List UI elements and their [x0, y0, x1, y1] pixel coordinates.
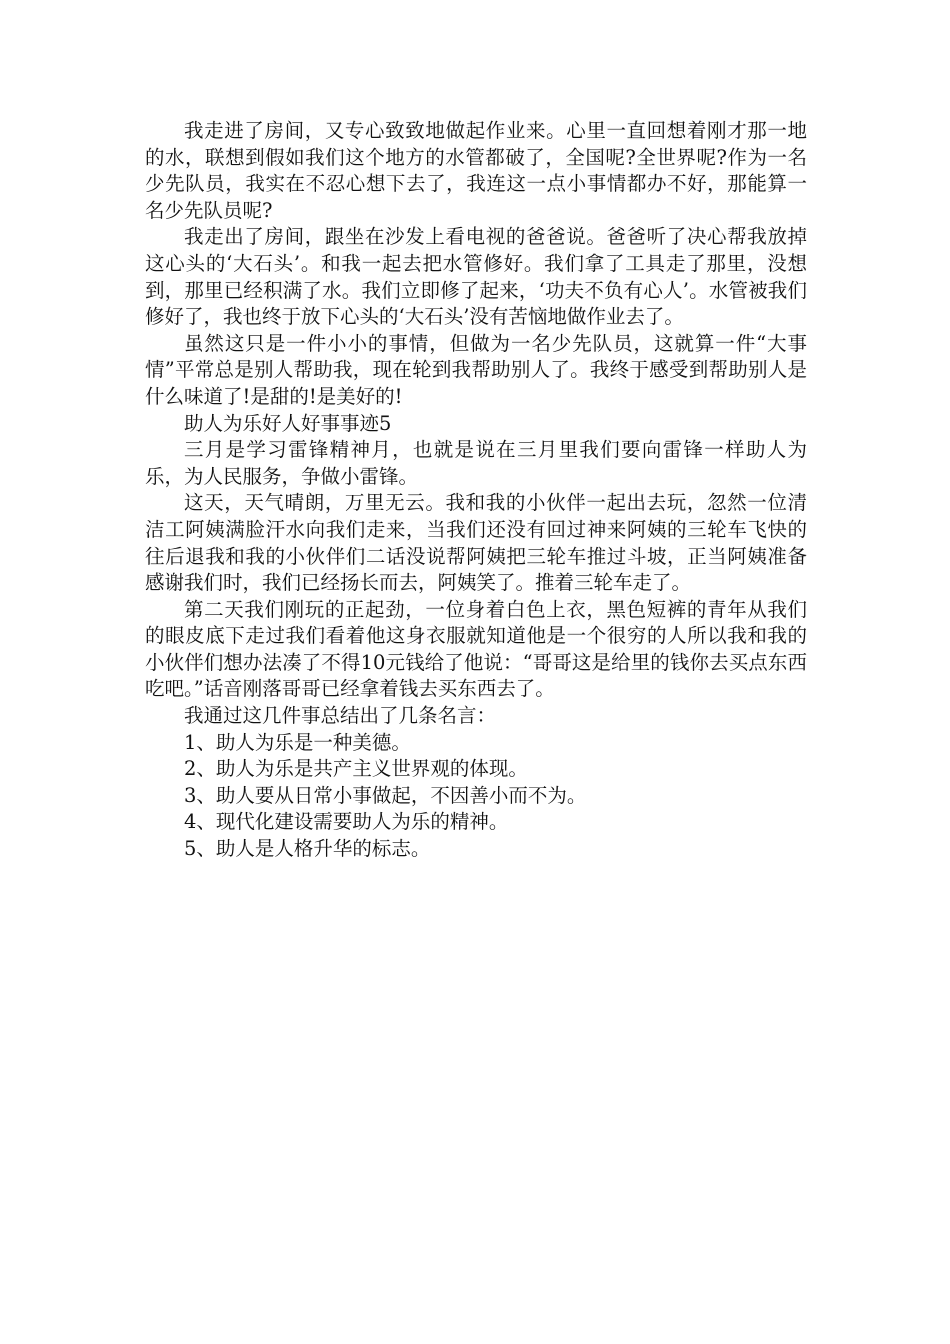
paragraph-room: 我走进了房间，又专心致致地做起作业来。心里一直回想着刚才那一地的水，联想到假如我们这个地方的水管都破了，全国呢?全世界呢?作为一名少先队员，我实在不忍心想下去了，我连这一点小事情都办不好，那能算一名少先队员呢? — [145, 119, 807, 222]
paragraph-cleaner: 这天，天气晴朗，万里无云。我和我的小伙伴一起出去玩，忽然一位清洁工阿姨满脸汗水向我们走来，当我们还没有回过神来阿姨的三轮车飞快的往后退我和我的小伙伴们二话没说帮阿姨把三轮车推过斗坡，正当阿姨准备感谢我们时，我们已经扬长而去，阿姨笑了。推着三轮车走了。 — [145, 491, 807, 595]
list-item: 2、助人为乐是共产主义世界观的体现。 — [184, 757, 528, 781]
paragraph-father: 我走出了房间，跟坐在沙发上看电视的爸爸说。爸爸听了决心帮我放掉这心头的‘大石头’。和我一起去把水管修好。我们拿了工具走了那里，没想到，那里已经积满了水。我们立即修了起来，‘功夫不负有心人’。水管被我们修好了，我也终于放下心头的‘大石头’没有苦恼地做作业去了。 — [145, 225, 807, 329]
section-heading: 助人为乐好人好事事迹5 — [184, 411, 392, 435]
list-item: 5、助人是人格升华的标志。 — [184, 837, 431, 861]
paragraph-second-day: 第二天我们刚玩的正起劲，一位身着白色上衣，黑色短裤的青年从我们的眼皮底下走过我们看着他这身衣服就知道他是一个很穷的人所以我和我的小伙伴们想办法凑了不得10元钱给了他说：“哥哥这是给里的钱你去买点东西吃吧。”话音刚落哥哥已经拿着钱去买东西去了。 — [145, 597, 807, 701]
document-body — [145, 118, 807, 863]
paragraph-summary-intro: 我通过这几件事总结出了几条名言： — [184, 704, 497, 728]
list-item: 4、现代化建设需要助人为乐的精神。 — [184, 810, 509, 834]
list-item: 1、助人为乐是一种美德。 — [184, 730, 411, 754]
list-item: 3、助人要从日常小事做起，不因善小而不为。 — [184, 783, 587, 807]
paragraph-march: 三月是学习雷锋精神月，也就是说在三月里我们要向雷锋一样助人为乐，为人民服务，争做小雷锋。 — [145, 438, 807, 488]
paragraph-conclusion: 虽然这只是一件小小的事情，但做为一名少先队员，这就算一件“大事情”平常总是别人帮助我，现在轮到我帮助别人了。我终于感受到帮助别人是什么味道了!是甜的!是美好的! — [145, 331, 807, 408]
